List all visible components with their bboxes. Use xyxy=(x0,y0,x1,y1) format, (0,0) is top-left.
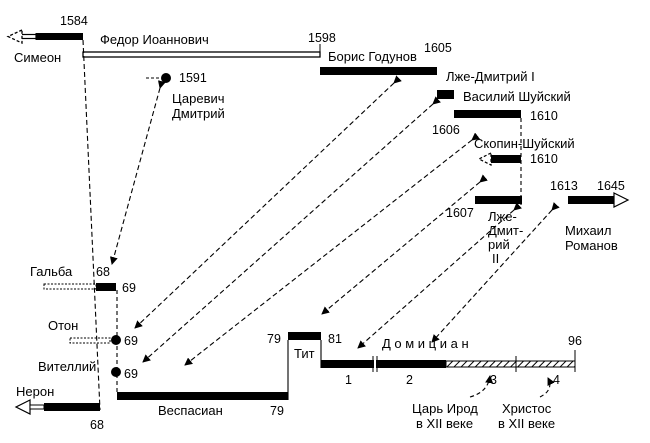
tsarevich-label-2: Дмитрий xyxy=(172,106,225,121)
mikhail-label-2: Романов xyxy=(565,238,618,253)
false-dmitry-1-label: Лже-Дмитрий I xyxy=(446,69,535,84)
otho-year: 69 xyxy=(124,334,138,348)
boris-end-year: 1605 xyxy=(424,41,452,55)
false-dmitry-1-bar xyxy=(437,90,454,99)
herod-label-1: Царь Ирод xyxy=(412,401,478,416)
mikhail-end-year: 1645 xyxy=(597,179,625,193)
nero-year: 68 xyxy=(90,418,104,432)
vasily-label: Василий Шуйский xyxy=(463,89,571,104)
tsarevich-galba-arrow xyxy=(112,88,160,264)
false-dmitry-2-label-4: II xyxy=(492,251,500,266)
vespasian-end-year: 79 xyxy=(270,404,284,418)
simeon-label: Симеон xyxy=(14,50,62,65)
fedor-end-year: 1598 xyxy=(308,31,336,45)
false-dmitry-2-year: 1607 xyxy=(446,206,474,220)
false-dmitry-2-titus-arrow xyxy=(322,182,480,314)
domitian-segment-1: 1 xyxy=(345,373,352,387)
domitian-bar xyxy=(321,350,575,372)
false-dmitry-2-label-1: Лже- xyxy=(488,209,517,224)
boris-label: Борис Годунов xyxy=(328,49,417,64)
christ-label-1: Христос xyxy=(502,401,552,416)
vasily-start-year: 1606 xyxy=(432,123,460,137)
fedor-label: Федор Иоаннович xyxy=(100,32,209,47)
vitellius-dot xyxy=(111,367,121,377)
simeon-bar xyxy=(8,30,83,43)
mikhail-start-year: 1613 xyxy=(550,179,578,193)
domitian-label: Д о м и ц и а н xyxy=(382,336,469,351)
domitian-end-year: 96 xyxy=(568,334,582,348)
galba-bar xyxy=(44,283,116,291)
galba-start-year: 68 xyxy=(96,265,110,279)
titus-label: Тит xyxy=(294,346,315,361)
skopin-bar xyxy=(479,153,521,165)
false-dmitry-1-vitellius-arrow xyxy=(143,104,433,362)
otho-bar xyxy=(70,335,121,345)
nero-bar xyxy=(16,400,100,414)
vespasian-bar xyxy=(117,392,288,400)
otho-label: Отон xyxy=(48,318,79,333)
christ-label-2: в XII веке xyxy=(498,416,556,431)
simeon-nero-dashed-line xyxy=(83,40,100,410)
false-dmitry-2-label-3: рий xyxy=(488,237,510,252)
tsarevich-label-1: Царевич xyxy=(172,91,225,106)
nero-label: Нерон xyxy=(16,384,55,399)
titus-start-year: 79 xyxy=(267,332,281,346)
galba-end-year: 69 xyxy=(122,281,136,295)
false-dmitry-2-label-2: Дмит- xyxy=(488,223,524,238)
fedor-bar xyxy=(83,52,320,57)
domitian-segment-4: 4 xyxy=(553,373,560,387)
vasily-end-year: 1610 xyxy=(530,109,558,123)
domitian-segment-2: 2 xyxy=(406,373,413,387)
mikhail-bar xyxy=(568,193,628,207)
simeon-year: 1584 xyxy=(60,14,88,28)
tsarevich-dot xyxy=(161,73,171,83)
herod-label-2: в XII веке xyxy=(416,416,474,431)
galba-label: Гальба xyxy=(30,264,73,279)
mikhail-label-1: Михаил xyxy=(565,223,612,238)
vasily-bar xyxy=(454,110,521,118)
vitellius-year: 69 xyxy=(124,367,138,381)
vespasian-label: Веспасиан xyxy=(158,403,223,418)
tsarevich-year: 1591 xyxy=(179,71,207,85)
skopin-domitian-arrow xyxy=(358,210,514,348)
domitian-segment-3: 3 xyxy=(490,373,497,387)
false-dmitry-2-bar xyxy=(475,196,522,204)
herod-pointer xyxy=(470,376,490,397)
skopin-end-year: 1610 xyxy=(530,152,558,166)
vitellius-label: Вителлий xyxy=(38,359,97,374)
titus-end-year: 81 xyxy=(328,332,342,346)
skopin-label: Скопин-Шуйский xyxy=(474,136,575,151)
titus-bar xyxy=(288,332,321,340)
boris-bar xyxy=(320,67,437,75)
christ-pointer xyxy=(540,378,550,397)
